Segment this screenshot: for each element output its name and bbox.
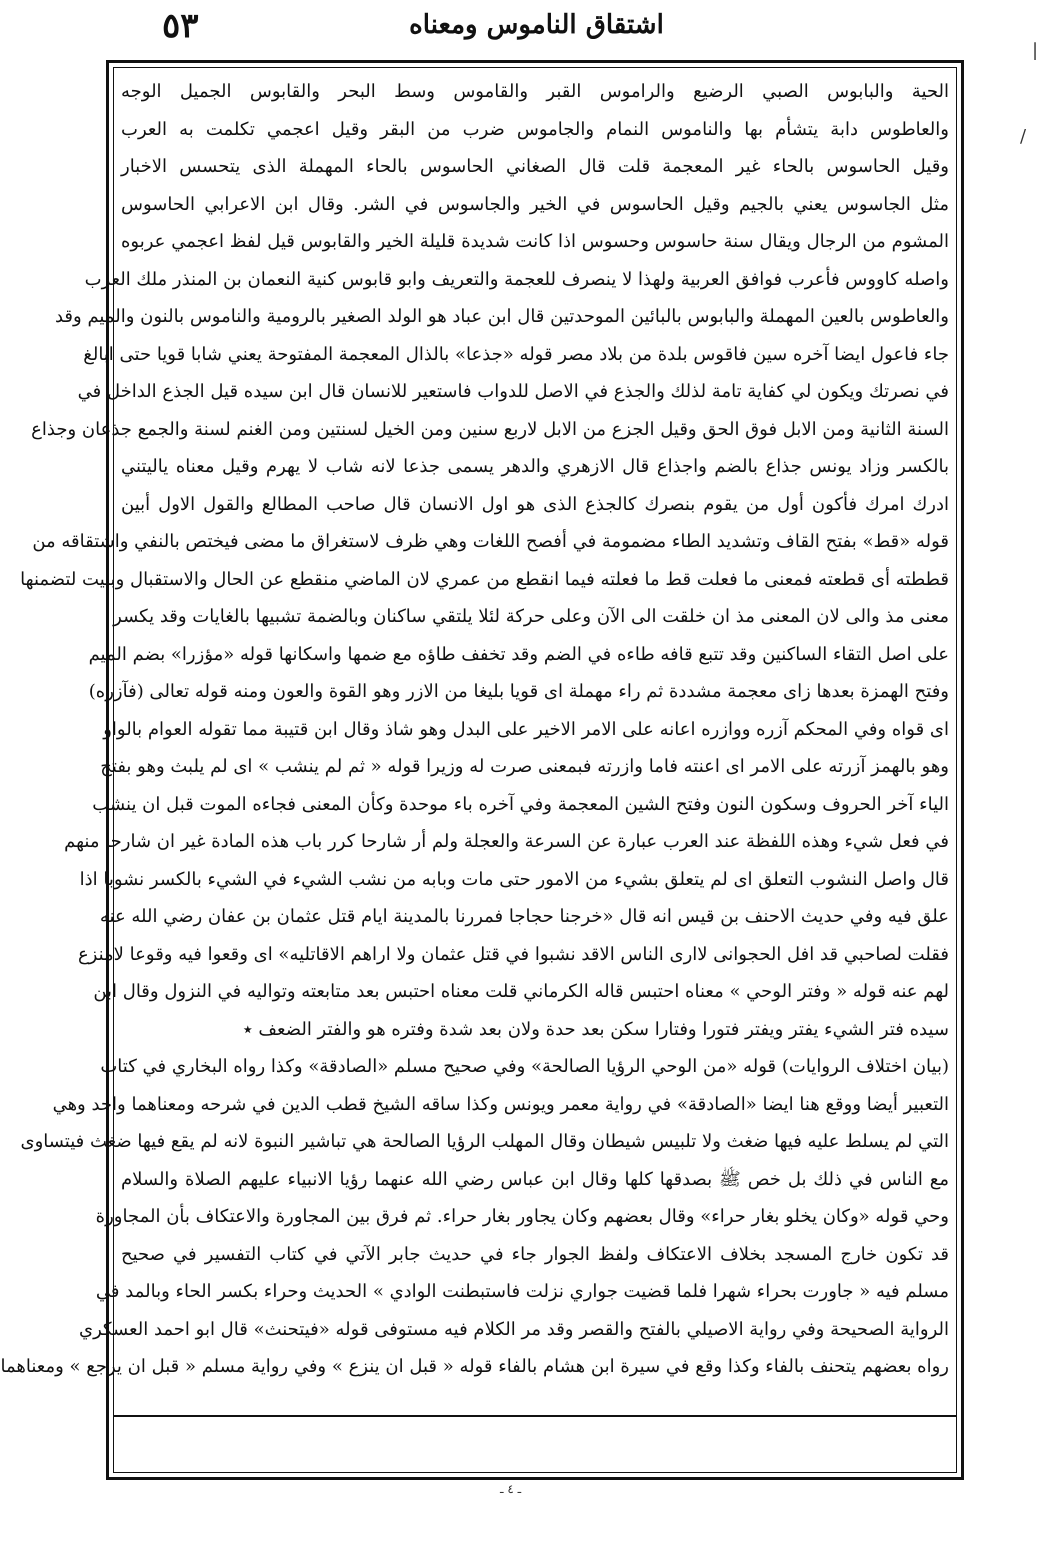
text-line: الرواية الصحيحة وفي رواية الاصيلي بالفتح والقصر وقد مر الكلام فيه مستوفى قوله «فيتحنث» قال ابو احمد العسكري [79,1318,949,1340]
text-line: وقيل الحاسوس بالحاء غير المعجمة قلت قال الصغاني الحاسوس بالحاء المهملة الذى يتحسس الاخبار [121,156,949,177]
text-line: (بيان اختلاف الروايات) قوله «من الوحي الرؤيا الصالحة» وفي صحيح مسلم «الصادقة» وكذا رواه البخاري في كتاب [100,1056,949,1077]
text-line: المشوم من الرجال ويقال سنة حاسوس وحسوس اذا كانت شديدة قليلة الخير والقابوس قيل لفظ اعجمي عربوه [121,231,949,252]
text-line: وحي قوله «وكان يخلو بغار حراء» وقال بعضهم وكان يجاور بغار حراء. ثم فرق بين المجاورة والاعتكاف بأن المجاورة [95,1206,949,1227]
text-line: قططته أى قطعته فمعنى ما فعلت قط ما فعلته فيما انقطع من عمري لان الماضي منقطع عن الحال والاستقبال وبنيت لتضمنها [20,568,949,590]
text-line: واصله كاووس فأعرب فوافق العربية ولهذا لا ينصرف للعجمة والتعريف وابو قابوس كنية النعمان بن المنذر ملك العرب [84,268,949,290]
footer-mark: ـ ٤ ـ [500,1482,522,1496]
margin-mark: | [1032,40,1039,61]
text-line: مسلم فيه « جاورت بحراء شهرا فلما قضيت جواري نزلت فاستبطنت الوادي » الحديث وحراء بكسر الحاء وبالمد في [95,1281,949,1302]
text-line: علق فيه وفي حديث الاحنف بن قيس انه قال «خرجنا حجاجا فمررنا بالمدينة ايام قتل عثمان بن عفان رضي الله عنه [99,906,949,927]
text-line: بالكسر وزاد يونس جذاع بالضم واجذاع قال الازهري والدهر يسمى جذعا لانه شاب لا يهرم وقيل معناه ياليتني [121,456,949,477]
text-line: وهو بالهمز آزرته على الامر اى اعنته فاما وازرته فبمعنى صرت له وزيرا قوله « ثم لم ينشب » اى لم يلبث وهو بفتح [100,756,949,777]
text-line: على اصل التقاء الساكنين وقد تتبع قافه طاءه في الضم وقد تخفف طاؤه مع ضمها واسكانها قوله «مؤزرا» بضم الميم [88,643,949,665]
text-line: قوله «قط» بفتح القاف وتشديد الطاء مضمومة في أفصح اللغات وهي ظرف لاستغراق ما مضى فيختص بالنفي واشتقاقه من [32,531,949,552]
text-line: ادرك امرك فأكون أول من يقوم بنصرك كالجذع الذى هو اول الانسان قال صاحب المطالع والقول الاول أبين [121,493,949,515]
text-line: مثل الجاسوس يعني بالجيم وقيل الحاسوس في الخير والجاسوس في الشر. وقال ابن الاعرابي الحاسوس [121,193,949,215]
margin-mark: / [1020,126,1027,147]
text-line: قال واصل النشوب التعلق اى لم يتعلق بشيء من الامور حتى مات وبابه من نشب الشيء في الشيء بالكسر نشوبا اذا [79,868,949,890]
running-title: اشتقاق الناموس ومعناه [409,10,664,40]
text-line: في نصرتك ويكون لي كفاية تامة لذلك والجذع في الاصل للدواب فاستعير للانسان قال ابن سيده قيل الجذع الداخل في [77,381,949,402]
text-line: والعاطوس دابة يتشأم بها والناموس النمام والجاموس ضرب من البقر وقيل اعجمي تكلمت به العرب [121,118,949,140]
page-number: ٥٣ [162,6,199,46]
text-line: مع الناس في ذلك بل خص ﷺ بصدقها كلها وقال ابن عباس رضي الله عنهما رؤيا الانبياء عليهم الصلاة والسلام [121,1168,949,1190]
text-line: سيده فتر الشيء يفتر ويفتر فتورا وفتارا سكن بعد حدة ولان بعد شدة وفتره هو والفتر الضعف ٭ [242,1018,949,1040]
text-line: رواه بعضهم يتحنف بالفاء وكذا وقع في سيرة ابن هشام بالفاء قوله « قبل ان ينزع » وفي رواية مسلم « قبل ان يرجع » ومعناهما [0,1356,949,1377]
main-text [0,73,949,1465]
text-line: جاء فاعول ايضا آخره سين فاقوس بلدة من بلاد مصر قوله «جذعا» بالذال المعجمة المفتوحة يعني شابا قويا حتى ابالغ [83,343,949,365]
text-line: اى قواه وفي المحكم آزره ووازره اعانه على الامر الاخير على البدل وهو شاذ وقال ابن قتيبة مما تقوله العوام بالواو [103,718,949,740]
text-line: قد تكون خارج المسجد بخلاف الاعتكاف ولفظ الجوار جاء في حديث جابر الآتي في كتاب التفسير في صحيح [121,1243,949,1265]
text-line: التي لم يسلط عليه فيها ضغث ولا تلبيس شيطان وقال المهلب الرؤيا الصالحة هي تباشير النبوة لانه لم يقع فيها ضغث فيتساوى [20,1131,949,1152]
text-line: معنى مذ والى لان المعنى مذ ان خلقت الى الآن وعلى حركة لئلا يلتقي ساكنان وبالضمة تشبيها بالغايات وقد يكسر [113,606,949,627]
text-line: في فعل شيء وهذه اللفظة عند العرب عبارة عن السرعة والعجلة ولم أر شارحا كرر باب هذه المادة غير ان شارحا منهم [64,831,949,852]
text-line: فقلت لصاحبي قد افل الحجوانى لاارى الناس الاقد نشبوا في قتل عثمان ولا اراهم الاقاتليه» اى وقعوا فيه وقوعا لامنزع [77,943,949,965]
text-line: التعبير أيضا ووقع هنا ايضا «الصادقة» في رواية معمر ويونس وكذا ساقه الشيخ قطب الدين في شرحه ومعناهما واحد وهي [52,1093,949,1115]
text-line: الحية والبابوس الصبي الرضيع والراموس القبر والقاموس وسط البحر والقابوس الجميل الوجه [121,81,949,102]
page-header [110,6,963,46]
text-frame [0,60,964,1480]
text-line: الياء آخر الحروف وسكون النون وفتح الشين المعجمة وفي آخره باء موحدة وكأن المعنى فجاءه الموت قبل ان ينشب [92,793,949,815]
text-line: والعاطوس بالعين المهملة والبابوس بالبائين الموحدتين قال ابن عباد هو الولد الصغير بالرومية والناموس بالنون والميم وقد [54,306,949,327]
text-line: وفتح الهمزة بعدها زاى معجمة مشددة ثم راء مهملة اى قويا بليغا من الازر وهو القوة والعون ومنه قوله تعالى (فآزره) [88,681,949,702]
text-line: لهم عنه قوله « وفتر الوحي » معناه احتبس قاله الكرماني قلت معناه احتبس بعد متابعته وتواليه في النزول وقال ابن [93,981,949,1002]
text-line: السنة الثانية ومن الابل فوق الحق وقيل الجزع من الابل لاربع سنين ومن الخيل لسنتين ومن الغنم لسنة والجمع جذعان وجذاع [31,418,949,440]
bottom-rule [113,1415,957,1417]
